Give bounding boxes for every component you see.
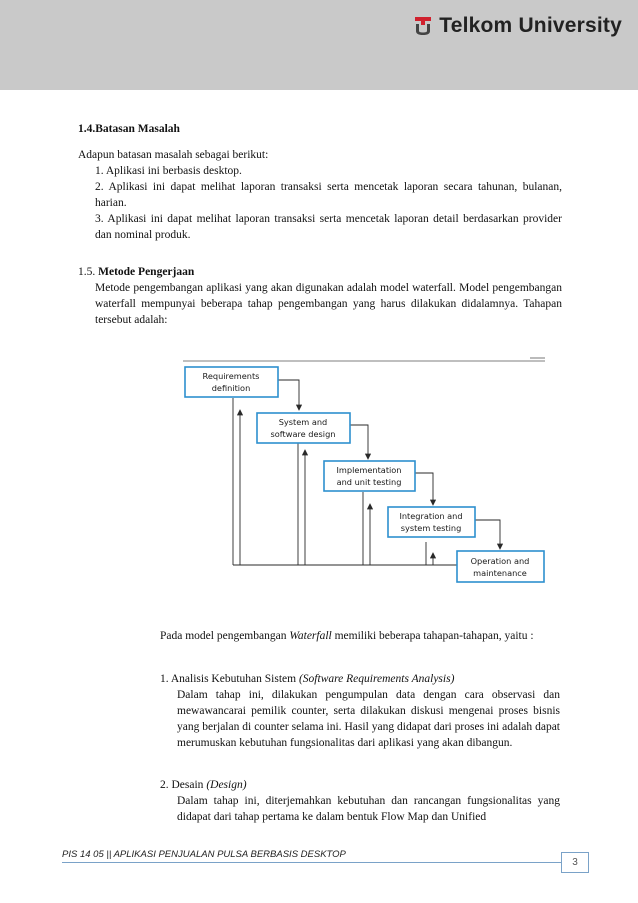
stage-operation bbox=[457, 551, 544, 582]
limitation-list bbox=[95, 163, 562, 243]
section-heading-metode bbox=[78, 264, 194, 280]
telkom-logo bbox=[413, 14, 622, 38]
section-intro: Adapun batasan masalah sebagai berikut: bbox=[78, 149, 269, 161]
stage-label: and unit testing bbox=[336, 477, 402, 487]
stage-label: system testing bbox=[400, 523, 462, 533]
section-number: 1.5. bbox=[78, 266, 96, 278]
footer-title: PIS 14 05 || APLIKASI PENJUALAN PULSA BERBASIS DESKTOP bbox=[62, 849, 346, 860]
footer-rule bbox=[62, 862, 561, 863]
stage-label: software design bbox=[270, 429, 336, 439]
waterfall-diagram bbox=[175, 352, 555, 592]
stage-implementation bbox=[324, 461, 415, 491]
step-title: 1. Analisis Kebutuhan Sistem (Software Requirements Analysis) bbox=[160, 673, 455, 685]
stage-system-design bbox=[257, 413, 350, 443]
step-title: 2. Desain (Design) bbox=[160, 779, 247, 791]
stage-label: Integration and bbox=[399, 511, 463, 521]
stage-label: Implementation bbox=[336, 465, 402, 475]
telkom-logo-icon bbox=[413, 15, 433, 37]
waterfall-intro: Pada model pengembangan Waterfall memiliki beberapa tahapan-tahapan, yaitu : bbox=[160, 630, 534, 642]
step-text: Dalam tahap ini, dilakukan pengumpulan data dengan cara observasi dan mewawancarai pemilik counter, serta dilakukan diskusi mengenai proses bisnis yang berjalan di counter selama ini. Hasil yang didapat dari proses ini adalah dapat merumuskan kebutuhan fungsionalitas dari aplikasi yang akan dibangun. bbox=[177, 689, 560, 749]
brand-name: Telkom University bbox=[439, 14, 622, 37]
stage-label: System and bbox=[278, 417, 328, 427]
waterfall-term: Waterfall bbox=[289, 630, 332, 642]
limitation-item: 3. Aplikasi ini dapat melihat laporan transaksi serta mencetak laporan detail berdasarkan provider dan nominal produk. bbox=[95, 213, 562, 241]
page-number: 3 bbox=[561, 852, 589, 873]
section-heading-batasan: 1.4.Batasan Masalah bbox=[78, 123, 180, 135]
stage-label: Requirements bbox=[202, 371, 260, 381]
stage-label: maintenance bbox=[473, 568, 527, 578]
stage-label: definition bbox=[211, 383, 251, 393]
stage-requirements-definition bbox=[185, 367, 278, 397]
limitation-item: 1. Aplikasi ini berbasis desktop. bbox=[95, 165, 242, 177]
stage-label: Operation and bbox=[470, 556, 530, 566]
step-analisis bbox=[160, 671, 560, 751]
step-text: Dalam tahap ini, diterjemahkan kebutuhan dan rancangan fungsionalitas yang didapat dari tahap pertama ke dalam bentuk Flow Map dan Unified bbox=[177, 795, 560, 823]
section-title: Metode Pengerjaan bbox=[98, 266, 195, 278]
limitation-item: 2. Aplikasi ini dapat melihat laporan transaksi serta mencetak laporan secara tahunan, bulanan, harian. bbox=[95, 181, 562, 209]
method-paragraph: Metode pengembangan aplikasi yang akan digunakan adalah model waterfall. Model pengembangan waterfall mempunyai beberapa tahap pengembangan yang harus dilakukan didalamnya. Tahapan tersebut adalah: bbox=[95, 282, 562, 326]
step-desain bbox=[160, 777, 560, 825]
stage-integration bbox=[388, 507, 475, 537]
header-bar bbox=[0, 0, 638, 90]
